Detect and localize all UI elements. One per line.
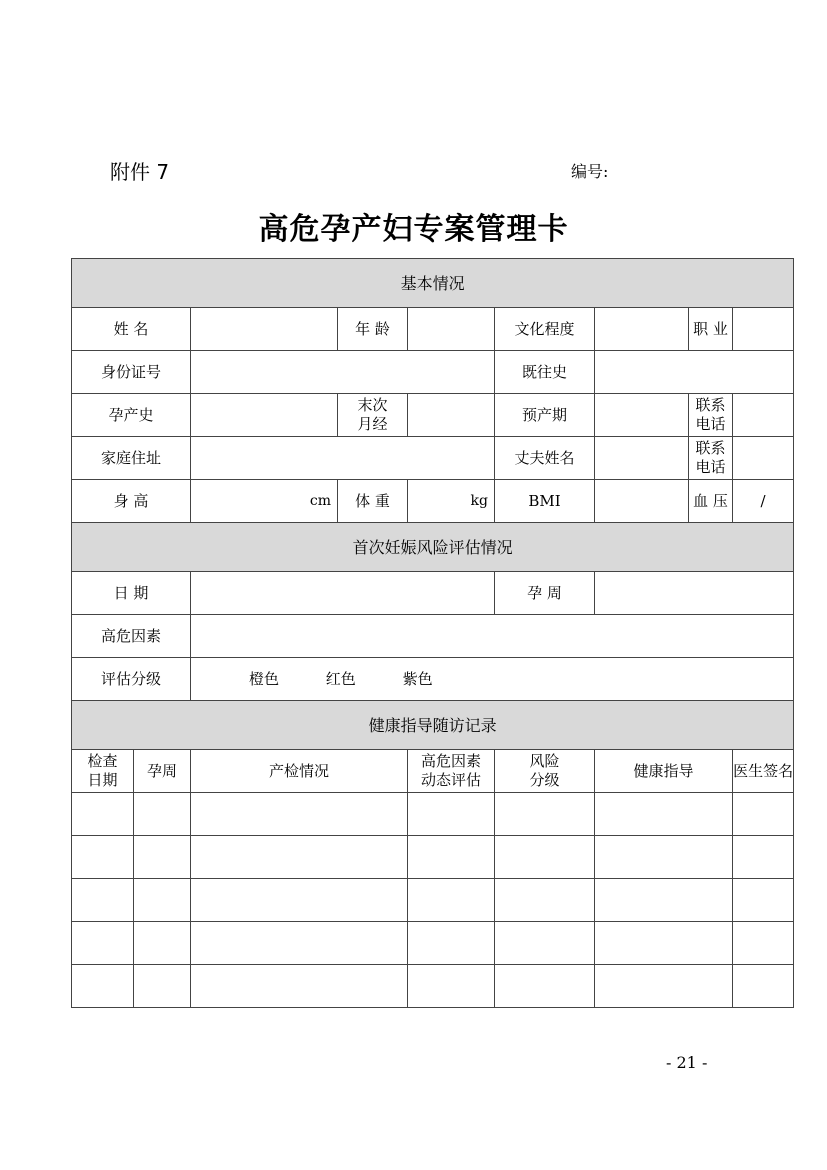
cell-health-guidance[interactable] [595, 965, 733, 1008]
col-risk-grade [495, 750, 595, 793]
cell-risk-grade[interactable] [495, 922, 595, 965]
page-number: - 21 - [666, 1053, 708, 1072]
gest-week-label: 孕 周 [495, 572, 595, 615]
address-field[interactable] [191, 437, 495, 480]
name-field[interactable] [191, 308, 338, 351]
grade-option-purple[interactable]: 紫色 [402, 669, 433, 688]
cell-exam-date[interactable] [72, 836, 134, 879]
lmp-label-line1: 末次 [357, 396, 388, 414]
attachment-label: 附件 7 [110, 160, 170, 184]
husband-name-label: 丈夫姓名 [495, 437, 595, 480]
col-prenatal-status: 产检情况 [191, 750, 408, 793]
height-label: 身 高 [72, 480, 191, 523]
lmp-label-line2: 月经 [357, 415, 388, 433]
cell-risk-dynamic[interactable] [408, 922, 495, 965]
cell-doctor-signature[interactable] [733, 836, 794, 879]
bmi-label: BMI [495, 480, 595, 523]
followup-row [72, 836, 794, 879]
weight-label: 体 重 [338, 480, 408, 523]
history-label: 既往史 [495, 351, 595, 394]
cell-risk-dynamic[interactable] [408, 879, 495, 922]
grade-option-orange[interactable]: 橙色 [249, 669, 280, 688]
cell-prenatal-status[interactable] [191, 836, 408, 879]
cell-risk-dynamic[interactable] [408, 836, 495, 879]
cell-health-guidance[interactable] [595, 922, 733, 965]
grade-option-red[interactable]: 红色 [325, 669, 356, 688]
col-gest-week: 孕周 [134, 750, 191, 793]
bmi-field[interactable] [595, 480, 689, 523]
risk-grade-options [191, 658, 794, 701]
col-exam-date-line1: 检查 [87, 752, 118, 770]
obstetric-history-label: 孕产史 [72, 394, 191, 437]
blood-pressure-field[interactable]: / [733, 480, 794, 523]
cell-prenatal-status[interactable] [191, 965, 408, 1008]
phone-label: 联系电话 [689, 394, 733, 437]
husband-phone-label: 联系电话 [689, 437, 733, 480]
cell-exam-date[interactable] [72, 922, 134, 965]
date-field[interactable] [191, 572, 495, 615]
cell-exam-date[interactable] [72, 965, 134, 1008]
col-exam-date [72, 750, 134, 793]
cell-gest-week[interactable] [134, 965, 191, 1008]
cell-health-guidance[interactable] [595, 793, 733, 836]
address-label: 家庭住址 [72, 437, 191, 480]
followup-row [72, 793, 794, 836]
cell-prenatal-status[interactable] [191, 922, 408, 965]
blood-pressure-label: 血 压 [689, 480, 733, 523]
followup-row [72, 965, 794, 1008]
section-first-risk-assessment: 首次妊娠风险评估情况 [72, 523, 794, 572]
cell-health-guidance[interactable] [595, 879, 733, 922]
risk-factors-field[interactable] [191, 615, 794, 658]
cell-risk-dynamic[interactable] [408, 965, 495, 1008]
col-risk-dynamic-line2: 动态评估 [420, 771, 481, 789]
name-label: 姓 名 [72, 308, 191, 351]
cell-gest-week[interactable] [134, 836, 191, 879]
date-label: 日 期 [72, 572, 191, 615]
id-number-field[interactable] [191, 351, 495, 394]
col-risk-grade-line1: 风险 [529, 752, 560, 770]
cell-prenatal-status[interactable] [191, 879, 408, 922]
col-exam-date-line2: 日期 [87, 771, 118, 789]
page-title: 高危孕产妇专案管理卡 [258, 212, 569, 247]
height-field[interactable]: cm [191, 480, 338, 523]
cell-risk-grade[interactable] [495, 793, 595, 836]
cell-risk-grade[interactable] [495, 965, 595, 1008]
cell-doctor-signature[interactable] [733, 793, 794, 836]
management-card-table [71, 258, 794, 1008]
husband-name-field[interactable] [595, 437, 689, 480]
history-field[interactable] [595, 351, 794, 394]
education-field[interactable] [595, 308, 689, 351]
age-label: 年 龄 [338, 308, 408, 351]
cell-doctor-signature[interactable] [733, 879, 794, 922]
section-followup-record: 健康指导随访记录 [72, 701, 794, 750]
lmp-label [338, 394, 408, 437]
col-risk-grade-line2: 分级 [529, 771, 560, 789]
section-basic-info: 基本情况 [72, 259, 794, 308]
cell-gest-week[interactable] [134, 879, 191, 922]
cell-doctor-signature[interactable] [733, 922, 794, 965]
weight-field[interactable]: kg [408, 480, 495, 523]
cell-doctor-signature[interactable] [733, 965, 794, 1008]
cell-risk-grade[interactable] [495, 879, 595, 922]
risk-factors-label: 高危因素 [72, 615, 191, 658]
cell-risk-dynamic[interactable] [408, 793, 495, 836]
obstetric-history-field[interactable] [191, 394, 338, 437]
due-date-label: 预产期 [495, 394, 595, 437]
cell-gest-week[interactable] [134, 922, 191, 965]
col-risk-dynamic-line1: 高危因素 [420, 752, 481, 770]
followup-row [72, 879, 794, 922]
serial-number-label: 编号: [571, 162, 609, 181]
col-health-guidance: 健康指导 [595, 750, 733, 793]
due-date-field[interactable] [595, 394, 689, 437]
education-label: 文化程度 [495, 308, 595, 351]
phone-field[interactable] [733, 394, 794, 437]
occupation-label: 职 业 [689, 308, 733, 351]
risk-grade-label: 评估分级 [72, 658, 191, 701]
col-doctor-signature: 医生签名 [733, 750, 794, 793]
id-number-label: 身份证号 [72, 351, 191, 394]
cell-health-guidance[interactable] [595, 836, 733, 879]
followup-row [72, 922, 794, 965]
cell-exam-date[interactable] [72, 879, 134, 922]
col-risk-dynamic [408, 750, 495, 793]
age-field[interactable] [408, 308, 495, 351]
cell-exam-date[interactable] [72, 793, 134, 836]
occupation-field[interactable] [733, 308, 794, 351]
cell-risk-grade[interactable] [495, 836, 595, 879]
husband-phone-field[interactable] [733, 437, 794, 480]
gest-week-field[interactable] [595, 572, 794, 615]
cell-prenatal-status[interactable] [191, 793, 408, 836]
cell-gest-week[interactable] [134, 793, 191, 836]
lmp-field[interactable] [408, 394, 495, 437]
